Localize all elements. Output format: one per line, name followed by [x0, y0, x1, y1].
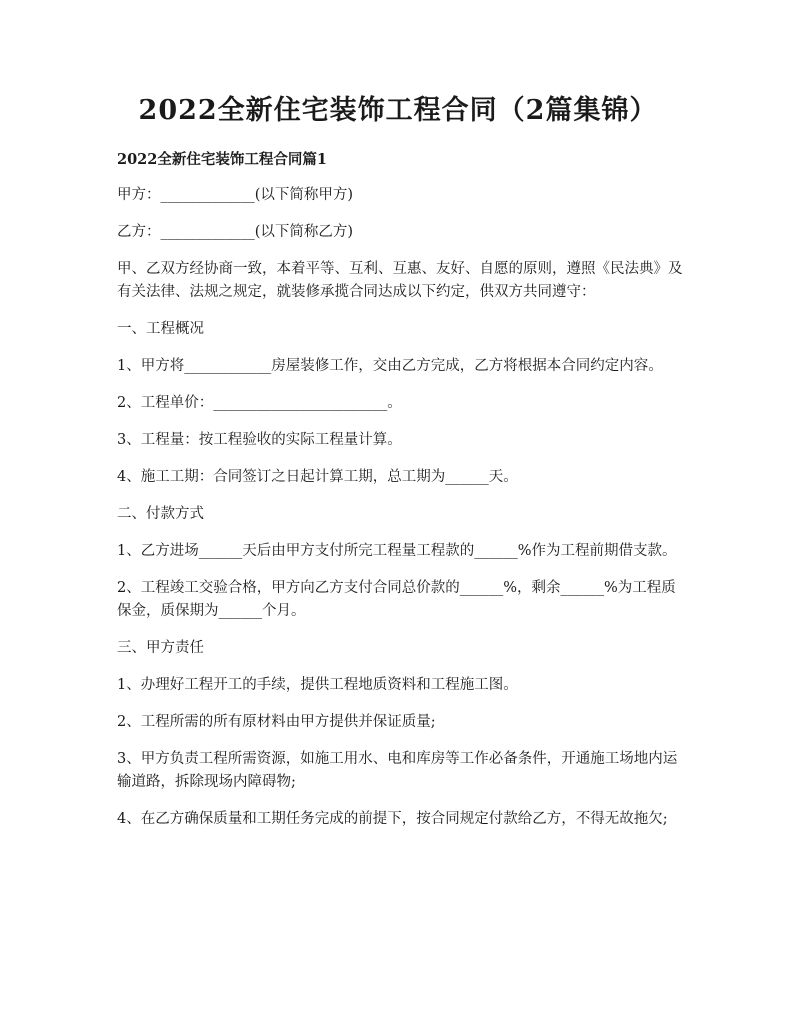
clause-paragraph: 2、工程竣工交验合格，甲方向乙方支付合同总价款的______%，剩余______%为工程质保金，质保期为______个月。	[117, 580, 676, 619]
document-title: 2022全新住宅装饰工程合同（2篇集锦）	[138, 95, 658, 126]
preamble-paragraph: 甲、乙双方经协商一致，本着平等、互利、互惠、友好、自愿的原则，遵照《民法典》及有关法律、法规之规定，就装修承揽合同达成以下约定，供双方共同遵守：	[117, 261, 683, 300]
clause-paragraph: 4、在乙方确保质量和工期任务完成的前提下，按合同规定付款给乙方，不得无故拖欠;	[117, 811, 668, 827]
party-a-line: 甲方：_____________(以下简称甲方)	[117, 187, 354, 203]
clause-paragraph: 3、工程量：按工程验收的实际工程量计算。	[117, 432, 402, 448]
clause-paragraph: 2、工程所需的所有原材料由甲方提供并保证质量;	[117, 714, 436, 730]
clause-paragraph: 1、乙方进场______天后由甲方支付所完工程量工程款的______%作为工程前期借支款。	[117, 543, 677, 559]
party-b-line: 乙方：_____________(以下简称乙方)	[117, 224, 354, 240]
heading-project-overview: 一、工程概况	[117, 321, 204, 337]
clause-paragraph: 1、办理好工程开工的手续，提供工程地质资料和工程施工图。	[117, 677, 518, 693]
clause-paragraph: 2、工程单价：________________________。	[117, 395, 402, 411]
clause-paragraph: 4、施工工期：合同签订之日起计算工期，总工期为______天。	[117, 469, 518, 485]
document-body	[117, 184, 683, 845]
section-title: 2022全新住宅装饰工程合同篇1	[117, 151, 327, 168]
clause-paragraph: 1、甲方将____________房屋装修工作，交由乙方完成，乙方将根据本合同约定内容。	[117, 358, 663, 374]
heading-party-a-duties: 三、甲方责任	[117, 640, 204, 656]
clause-paragraph: 3、甲方负责工程所需资源，如施工用水、电和库房等工作必备条件，开通施工场地内运输道路，拆除现场内障碍物;	[117, 751, 678, 790]
heading-payment-method: 二、付款方式	[117, 506, 204, 522]
